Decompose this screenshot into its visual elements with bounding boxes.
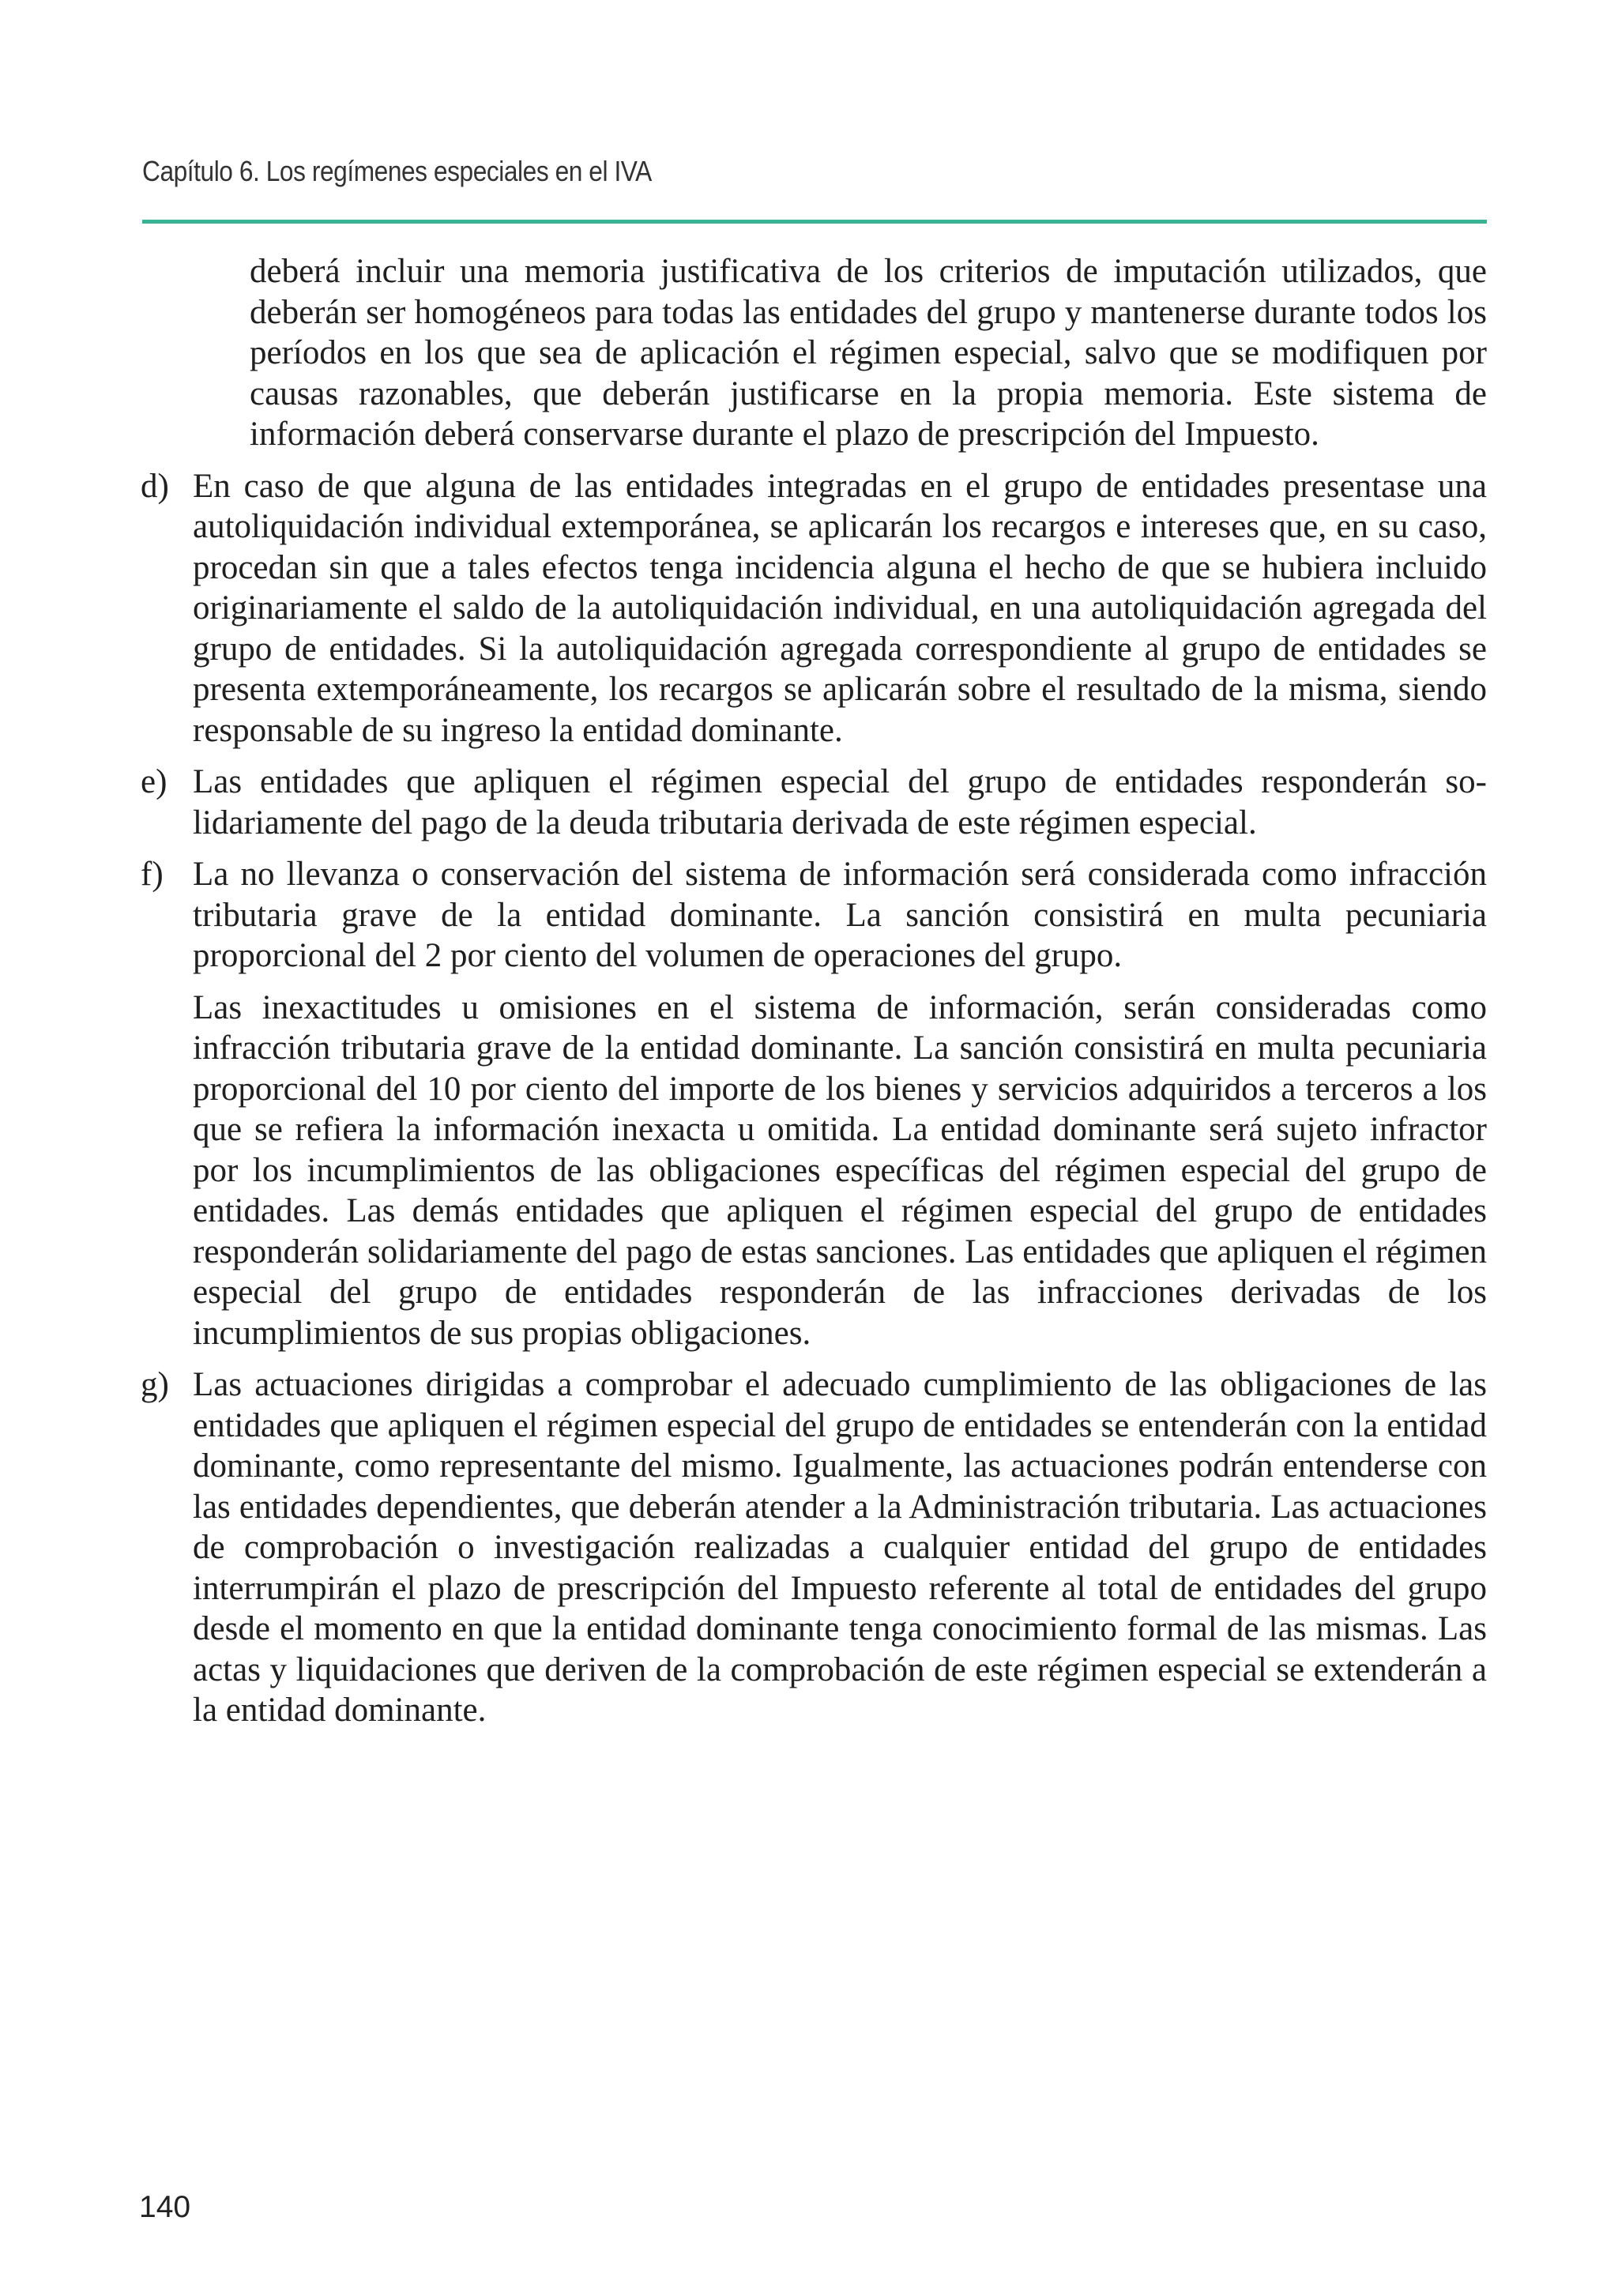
list-item-d-text: En caso de que alguna de las entidades integradas en el grupo de entidades presentase una autoliquidación individual extemporánea, se aplicarán los recargos e intereses que, en su caso, procedan sin que a tales efectos tenga incidencia alguna el hecho de que se hubiera incluido originariamente el saldo de la autoliquidación individual, en una autoliquidación agregada del grupo de entidades. Si la autoliquidación agregada correspondiente al grupo de entidades se presenta extemporáneamente, los recargos se aplicarán sobre el resultado de la misma, siendo responsable de su ingreso la entidad dominante.: [193, 467, 1487, 749]
list-item-f-subparagraph: Las inexactitudes u omisiones en el sistema de información, serán consideradas como infracción tributaria grave de la entidad dominante. La sanción consistirá en multa pecuniaria proporcional del 10 por ciento del importe de los bienes y servicios adquiridos a terceros a los que se refiera la información inexacta u omitida. La entidad dominante será sujeto infractor por los incumplimientos de las obligaciones específicas del régimen especial del grupo de entidades. Las demás entidades que apliquen el régimen especial del grupo de entidades responderán solidariamente del pago de estas sanciones. Las entidades que apliquen el régimen especial del grupo de entidades responderán de las infracciones derivadas de los incumplimientos de sus propias obligaciones.: [193, 988, 1487, 1352]
running-header: Capítulo 6. Los regímenes especiales en el IVA: [142, 155, 652, 187]
list-item-g: [141, 1364, 1487, 1731]
list-item-g-text: Las actuaciones dirigidas a comprobar el adecuado cumplimiento de las obligaciones de las entidades que apliquen el régimen especial del grupo de entidades se entenderán con la entidad dominante, como representante del mismo. Igualmente, las actuaciones podrán entenderse con las entidades dependientes, que deberán atender a la Administración tributaria. Las actuaciones de comprobación o investigación realizadas a cualquier entidad del grupo de entidades interrumpirán el plazo de prescripción del Impuesto referente al total de entidades del grupo desde el momento en que la entidad dominante tenga conocimiento formal de las mismas. Las actas y liquidaciones que deriven de la comprobación de este régimen especial se extenderán a la entidad dominante.: [193, 1366, 1487, 1729]
list-item-e-text: Las entidades que apliquen el régimen especial del grupo de entidades responderán solidariamente del pago de la deuda tributaria derivada de este régimen especial.: [193, 763, 1487, 841]
list-marker-e: e): [141, 763, 167, 800]
list-marker-g: g): [141, 1366, 169, 1403]
list-item-f: [141, 854, 1487, 977]
list-item-f-text: La no llevanza o conservación del sistema de información será considerada como infracción tributaria grave de la entidad dominante. La sanción consistirá en multa pecuniaria proporcional del 2 por ciento del volumen de operaciones del grupo.: [193, 856, 1487, 974]
page-number: 140: [139, 2190, 191, 2224]
header-rule: [142, 220, 1487, 224]
list-item-e: [141, 762, 1487, 843]
continuation-paragraph: deberá incluir una memoria justificativa de los criterios de imputación utilizados, que deberán ser homogéneos para todas las entidades del grupo y mantenerse durante todos los períodos en los que sea de aplicación el régimen especial, salvo que se modifiquen por causas razonables, que deberán justificarse en la propia memoria. Este sistema de información deberá conservarse durante el plazo de prescripción del Impuesto.: [250, 253, 1487, 453]
page-body: [0, 251, 1618, 1731]
list-marker-d: d): [141, 467, 169, 505]
list-item-d: [141, 466, 1487, 751]
list-marker-f: f): [141, 856, 164, 893]
